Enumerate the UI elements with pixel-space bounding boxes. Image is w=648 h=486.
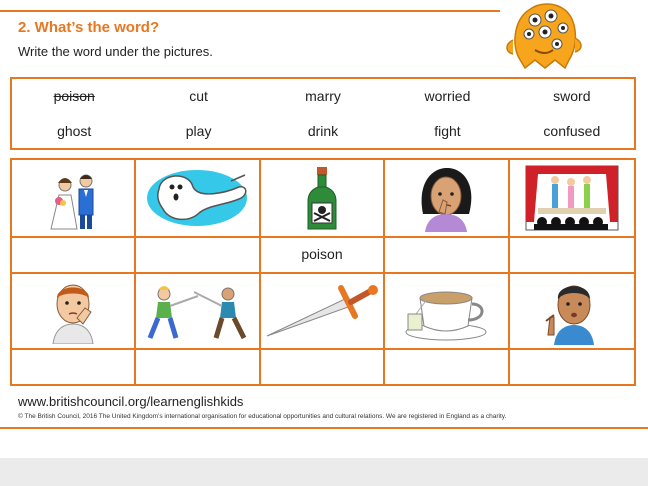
word-bank-item: confused xyxy=(543,123,601,139)
poison-bottle-icon xyxy=(302,165,342,231)
monster-mascot-icon xyxy=(505,0,583,70)
footer-copyright: © The British Council, 2016 The United Kingdom’s international organisation for educational opportunities and cultural relations. We are registered in England as a charity. xyxy=(18,413,507,420)
word-bank-item: sword xyxy=(553,88,591,104)
word-bank-item: cut xyxy=(189,88,208,104)
word-bank-item: play xyxy=(185,123,212,139)
exercise-title: 2. What’s the word? xyxy=(18,19,160,36)
sword-icon xyxy=(263,282,381,340)
picture-cell xyxy=(136,274,260,350)
answer-cell[interactable] xyxy=(12,350,136,384)
word-bank-row-1 xyxy=(12,88,634,104)
answer-cell[interactable] xyxy=(261,238,385,274)
picture-cell xyxy=(385,274,509,350)
answer-cell[interactable] xyxy=(261,350,385,384)
fingers-crossed-boy-icon xyxy=(540,277,604,345)
picture-cell xyxy=(12,160,136,238)
answer-cell[interactable] xyxy=(510,350,634,384)
answer-cell[interactable] xyxy=(510,238,634,274)
word-bank-item: marry xyxy=(305,88,341,104)
answer-cell[interactable] xyxy=(385,350,509,384)
word-bank-item: drink xyxy=(307,123,339,139)
picture-cell xyxy=(261,160,385,238)
picture-grid xyxy=(10,158,636,386)
teacup-icon xyxy=(398,280,494,342)
bottom-rule xyxy=(0,427,648,429)
word-bank-item: ghost xyxy=(57,123,92,139)
answer-text: poison xyxy=(301,246,343,262)
theatre-stage-icon xyxy=(524,164,620,232)
word-bank-item: worried xyxy=(424,88,471,104)
word-bank-item: fight xyxy=(434,123,461,139)
picture-cell xyxy=(136,160,260,238)
picture-cell xyxy=(510,274,634,350)
footer-url[interactable]: www.britishcouncil.org/learnenglishkids xyxy=(18,394,244,409)
answer-cell[interactable] xyxy=(385,238,509,274)
picture-cell xyxy=(261,274,385,350)
word-bank xyxy=(10,77,636,150)
worried-boy-icon xyxy=(43,278,103,344)
answer-cell[interactable] xyxy=(12,238,136,274)
picture-cell xyxy=(510,160,634,238)
page-bottom-band xyxy=(0,458,648,486)
top-rule xyxy=(0,10,500,12)
exercise-instruction: Write the word under the pictures. xyxy=(18,44,213,59)
picture-cell xyxy=(385,160,509,238)
bride-groom-icon xyxy=(43,165,103,231)
ghost-icon xyxy=(139,165,257,231)
word-bank-item: poison xyxy=(53,88,95,104)
answer-cell[interactable] xyxy=(136,350,260,384)
answer-cell[interactable] xyxy=(136,238,260,274)
sword-fight-icon xyxy=(140,280,256,342)
word-bank-row-2 xyxy=(12,123,634,139)
picture-cell xyxy=(12,274,136,350)
worried-woman-icon xyxy=(411,164,481,232)
